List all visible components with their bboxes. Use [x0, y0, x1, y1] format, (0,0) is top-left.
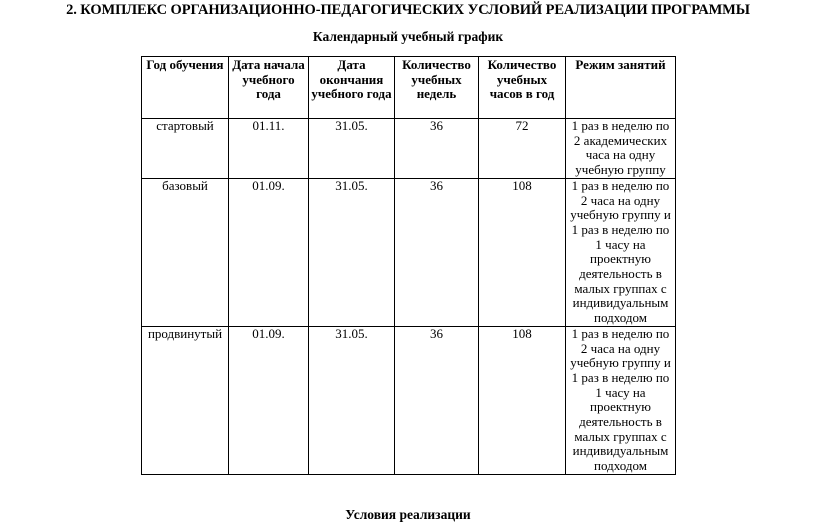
table-row — [142, 326, 676, 474]
cell-mode: 1 раз в неделю по 2 часа на одну учебную группу и 1 раз в неделю по 1 часу на проектную деятельность в малых группах с индивидуальным подходом — [566, 326, 676, 474]
header-end-date: Дата окончания учебного года — [309, 57, 395, 119]
cell-start-date: 01.09. — [229, 178, 309, 326]
cell-weeks: 36 — [395, 326, 479, 474]
schedule-table — [141, 56, 676, 475]
cell-hours: 108 — [479, 178, 566, 326]
cell-mode: 1 раз в неделю по 2 академических часа на одну учебную группу — [566, 119, 676, 179]
table-header-row — [142, 57, 676, 119]
header-year: Год обучения — [142, 57, 229, 119]
cell-end-date: 31.05. — [309, 178, 395, 326]
table-caption: Календарный учебный график — [312, 29, 504, 44]
cell-end-date: 31.05. — [309, 119, 395, 179]
cell-year: продвинутый — [142, 326, 229, 474]
header-mode: Режим занятий — [566, 57, 676, 119]
table-row — [142, 178, 676, 326]
cell-hours: 108 — [479, 326, 566, 474]
cell-start-date: 01.09. — [229, 326, 309, 474]
section-heading: Условия реализации — [345, 507, 471, 522]
cell-weeks: 36 — [395, 178, 479, 326]
header-start-date: Дата начала учебного года — [229, 57, 309, 119]
cell-year: базовый — [142, 178, 229, 326]
cell-start-date: 01.11. — [229, 119, 309, 179]
cell-end-date: 31.05. — [309, 326, 395, 474]
header-weeks: Количество учебных недель — [395, 57, 479, 119]
header-hours: Количество учебных часов в год — [479, 57, 566, 119]
cell-weeks: 36 — [395, 119, 479, 179]
cell-year: стартовый — [142, 119, 229, 179]
cell-hours: 72 — [479, 119, 566, 179]
cell-mode: 1 раз в неделю по 2 часа на одну учебную группу и 1 раз в неделю по 1 часу на проектную деятельность в малых группах с индивидуальным подходом — [566, 178, 676, 326]
table-row — [142, 119, 676, 179]
page-title: 2. КОМПЛЕКС ОРГАНИЗАЦИОННО-ПЕДАГОГИЧЕСКИХ УСЛОВИЙ РЕАЛИЗАЦИИ ПРОГРАММЫ — [66, 2, 750, 18]
